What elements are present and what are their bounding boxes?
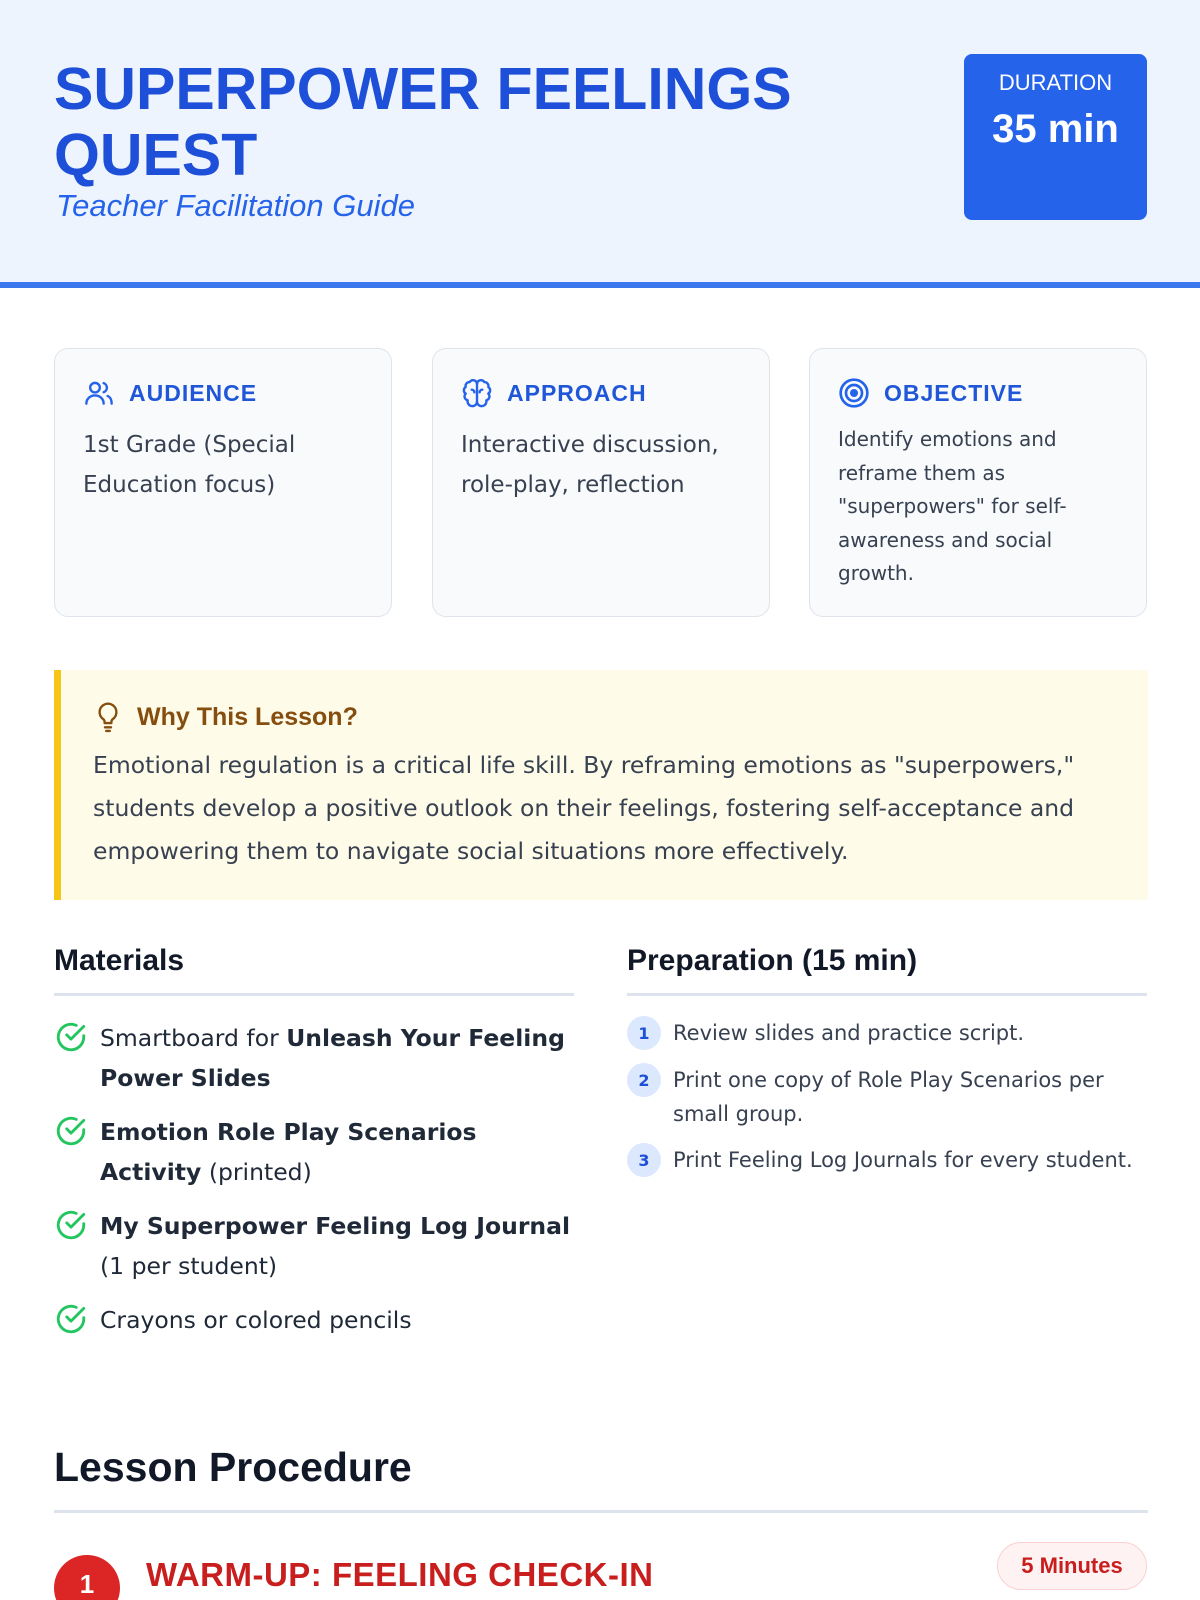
list-item [54, 1018, 574, 1098]
list-item [54, 1112, 574, 1192]
step-number-badge: 3 [627, 1143, 661, 1177]
procedure-title: Lesson Procedure [54, 1444, 412, 1490]
audience-label: AUDIENCE [129, 379, 258, 406]
lightbulb-icon [93, 700, 123, 734]
material-text: Smartboard for Unleash Your Feeling Power Slides [100, 1024, 565, 1092]
check-circle-icon [54, 1302, 88, 1336]
objective-card [809, 348, 1147, 617]
preparation-text: Print Feeling Log Journals for every student. [673, 1148, 1133, 1172]
duration-label: DURATION [998, 70, 1113, 95]
objective-label: OBJECTIVE [884, 379, 1024, 406]
why-text: Emotional regulation is a critical life skill. By reframing emotions as "superpowers," students develop a positive outlook on their feelings, fostering self-acceptance and empowering them to navigate social situations more effectively. [93, 751, 1075, 865]
material-text: Crayons or colored pencils [100, 1306, 412, 1334]
audience-card [54, 348, 392, 617]
preparation-title: Preparation (15 min) [627, 944, 918, 977]
approach-label: APPROACH [507, 379, 647, 406]
material-text: Emotion Role Play Scenarios Activity (printed) [100, 1118, 477, 1186]
why-title: Why This Lesson? [137, 702, 358, 731]
header [0, 0, 1200, 288]
check-circle-icon [54, 1020, 88, 1054]
page-subtitle: Teacher Facilitation Guide [56, 188, 415, 223]
users-icon [83, 377, 115, 409]
material-text: My Superpower Feeling Log Journal (1 per student) [100, 1212, 571, 1280]
duration-badge [964, 54, 1147, 220]
check-circle-icon [54, 1208, 88, 1242]
time-badge: 5 Minutes [997, 1542, 1147, 1590]
step-number-badge: 1 [627, 1016, 661, 1050]
preparation-text: Print one copy of Role Play Scenarios per small group. [673, 1068, 1104, 1126]
audience-text: 1st Grade (Special Education focus) [83, 432, 296, 498]
objective-text: Identify emotions and reframe them as "superpowers" for self-awareness and social growth. [838, 427, 1067, 585]
duration-value: 35 min [992, 107, 1119, 151]
list-item [54, 1300, 574, 1340]
approach-text: Interactive discussion, role-play, reflection [461, 432, 719, 498]
list-item [627, 1016, 1147, 1050]
preparation-text: Review slides and practice script. [673, 1021, 1025, 1045]
brain-icon [461, 377, 493, 409]
materials-title: Materials [54, 944, 185, 977]
check-circle-icon [54, 1114, 88, 1148]
procedure-divider [54, 1510, 1148, 1513]
materials-divider [54, 993, 574, 996]
list-item [627, 1143, 1147, 1177]
page-title: SUPERPOWER FEELINGS QUEST [54, 56, 792, 188]
list-item [627, 1063, 1147, 1131]
target-icon [838, 377, 870, 409]
preparation-divider [627, 993, 1147, 996]
why-callout [54, 670, 1148, 900]
list-item [54, 1206, 574, 1286]
step-number-badge: 2 [627, 1063, 661, 1097]
approach-card [432, 348, 770, 617]
procedure-step-number: 1 [54, 1555, 120, 1600]
procedure-step-title: WARM-UP: FEELING CHECK-IN [146, 1556, 654, 1593]
